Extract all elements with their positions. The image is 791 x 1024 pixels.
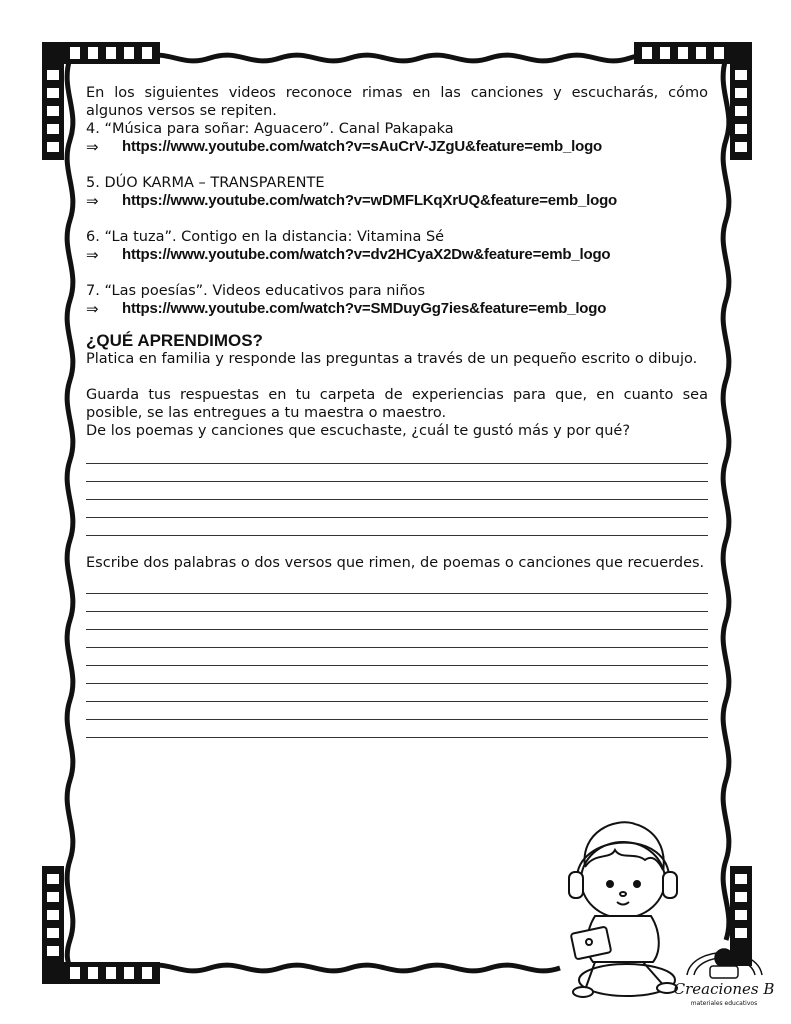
video-item [86,120,708,156]
answer-line[interactable] [86,594,708,612]
video-link[interactable]: https://www.youtube.com/watch?v=SMDuyGg7ies&feature=emb_logo [122,300,607,317]
creaciones-b-logo [672,930,777,1010]
video-item [86,228,708,264]
arrow-icon: ⇒ [86,246,99,264]
answer-line[interactable] [86,666,708,684]
logo-subtext: materiales educativos [690,1000,758,1007]
answer-line[interactable] [86,612,708,630]
answer-line[interactable] [86,630,708,648]
answer-line[interactable] [86,464,708,482]
arrow-icon: ⇒ [86,138,99,156]
answer-line[interactable] [86,518,708,536]
answer-line[interactable] [86,446,708,464]
answer-line[interactable] [86,684,708,702]
section-heading: ¿QUÉ APRENDIMOS? [86,331,263,350]
answer-line[interactable] [86,648,708,666]
video-link[interactable]: https://www.youtube.com/watch?v=sAuCrV-JZgU&feature=emb_logo [122,138,603,155]
video-link[interactable]: https://www.youtube.com/watch?v=dv2HCyaX2Dw&feature=emb_logo [122,246,611,263]
answer-line[interactable] [86,702,708,720]
question-1: De los poemas y canciones que escuchaste, ¿cuál te gustó más y por qué? [86,423,631,439]
answer-line[interactable] [86,482,708,500]
intro-text: En los siguientes videos reconoce rimas en las canciones y escucharás, cómo algunos versos se repiten. [86,85,708,119]
video-link[interactable]: https://www.youtube.com/watch?v=wDMFLKqXrUQ&feature=emb_logo [122,192,617,209]
video-item [86,282,708,318]
video-title: 5. DÚO KARMA – TRANSPARENTE [86,175,325,191]
video-title: 4. “Música para soñar: Aguacero”. Canal Pakapaka [86,121,454,137]
instruction-text: Platica en familia y responde las preguntas a través de un pequeño escrito o dibujo. [86,351,698,367]
video-title: 7. “Las poesías”. Videos educativos para niños [86,283,426,299]
arrow-icon: ⇒ [86,300,99,318]
video-title: 6. “La tuza”. Contigo en la distancia: Vitamina Sé [86,229,445,245]
question-2: Escribe dos palabras o dos versos que rimen, de poemas o canciones que recuerdes. [86,555,705,571]
logo-text: Creaciones B [673,980,775,998]
answer-line[interactable] [86,720,708,738]
answer-lines-1[interactable] [86,446,708,536]
child-with-headphones-illustration [555,812,685,1002]
answer-line[interactable] [86,500,708,518]
answer-line[interactable] [86,576,708,594]
arrow-icon: ⇒ [86,192,99,210]
worksheet-content [86,84,708,738]
video-item [86,174,708,210]
answer-lines-2[interactable] [86,576,708,738]
instruction-text: Guarda tus respuestas en tu carpeta de experiencias para que, en cuanto sea posible, se las entregues a tu maestra o maestro. [86,387,708,421]
